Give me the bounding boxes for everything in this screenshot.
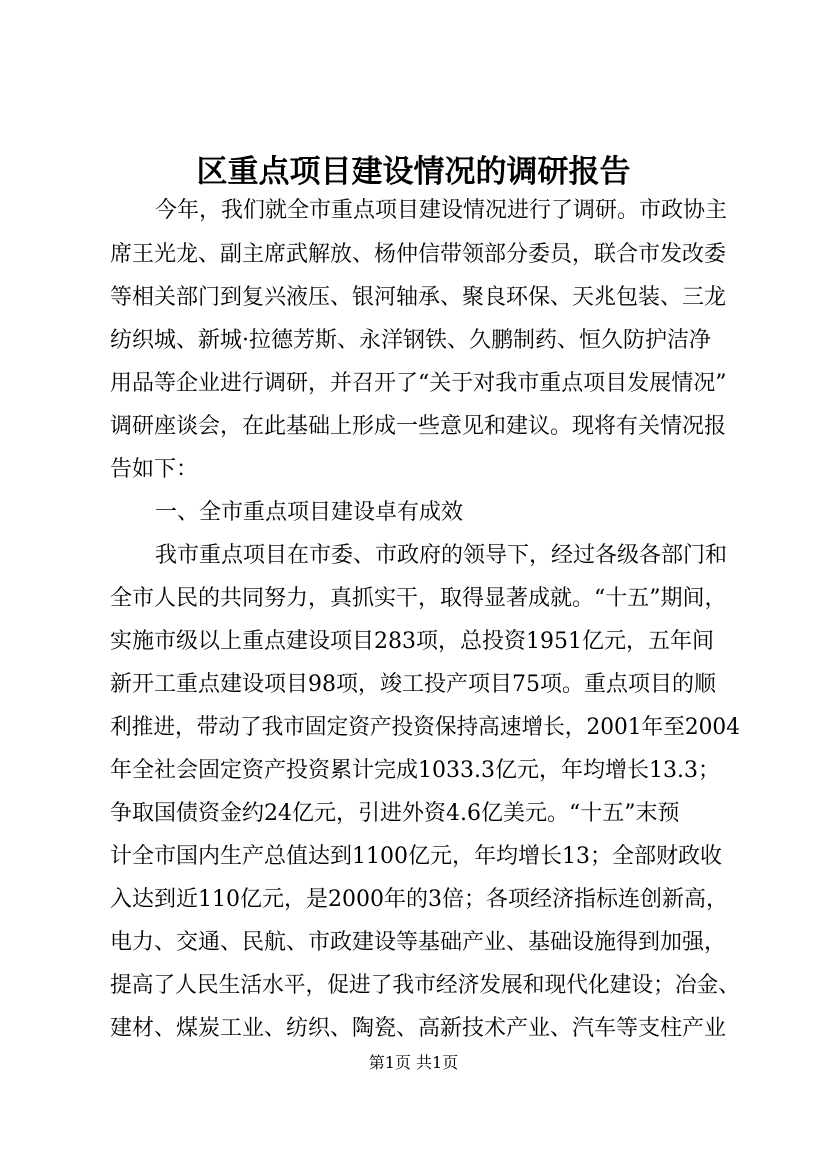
body-line: 等相关部门到复兴液压、银河轴承、聚良环保、天兆包装、三龙 [110, 285, 727, 310]
page-footer: 第1页 共1页 [368, 1053, 459, 1072]
body-line: 入达到近110亿元，是2000年的3倍；各项经济指标连创新高， [110, 887, 728, 912]
body-line: 席王光龙、副主席武解放、杨仲信带领部分委员，联合市发改委 [110, 242, 727, 267]
section-heading: 一、全市重点项目建设卓有成效 [155, 500, 464, 525]
body-line: 今年，我们就全市重点项目建设情况进行了调研。市政协主 [155, 198, 728, 223]
body-line: 年全社会固定资产投资累计完成1033.3亿元，年均增长13.3； [110, 758, 720, 783]
body-line: 计全市国内生产总值达到1100亿元，年均增长13；全部财政收 [110, 844, 722, 869]
body-line: 全市人民的共同努力，真抓实干，取得显著成就。“十五”期间， [110, 586, 727, 611]
body-line: 用品等企业进行调研，并召开了“关于对我市重点项目发展情况” [110, 371, 727, 396]
body-line: 提高了人民生活水平，促进了我市经济发展和现代化建设；冶金、 [110, 973, 741, 998]
document-title: 区重点项目建设情况的调研报告 [196, 154, 631, 190]
body-line: 新开工重点建设项目98项，竣工投产项目75项。重点项目的顺 [110, 672, 716, 697]
body-line: 我市重点项目在市委、市政府的领导下，经过各级各部门和 [155, 543, 728, 568]
body-line: 争取国债资金约24亿元，引进外资4.6亿美元。“十五”末预 [110, 801, 680, 826]
body-line: 告如下： [110, 457, 199, 482]
body-line: 建材、煤炭工业、纺织、陶瓷、高新技术产业、汽车等支柱产业 [110, 1016, 727, 1041]
body-line: 利推进，带动了我市固定资产投资保持高速增长，2001年至2004 [110, 715, 740, 740]
body-line: 纺织城、新城·拉德芳斯、永洋钢铁、久鹏制药、恒久防护洁净 [110, 328, 711, 353]
body-line: 实施市级以上重点建设项目283项，总投资1951亿元，五年间 [110, 629, 714, 654]
body-line: 电力、交通、民航、市政建设等基础产业、基础设施得到加强， [110, 930, 727, 955]
body-line: 调研座谈会，在此基础上形成一些意见和建议。现将有关情况报 [110, 414, 727, 439]
